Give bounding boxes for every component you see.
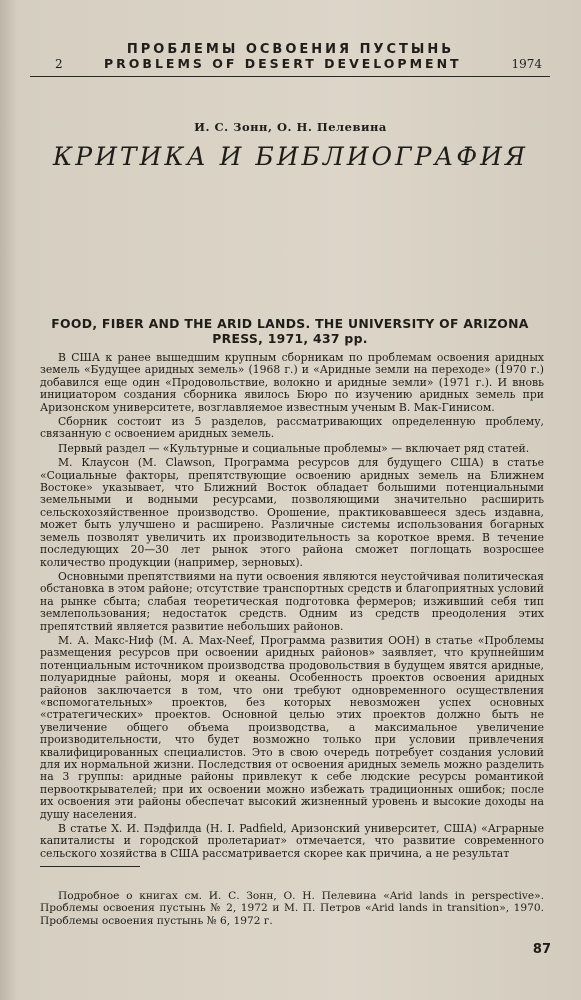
paragraph: Первый раздел — «Культурные и социальные проблемы» — включает ряд статей. <box>58 441 530 455</box>
footnote-rule <box>40 866 140 867</box>
journal-title-en: PROBLEMS OF DESERT DEVELOPMENT <box>104 56 462 71</box>
issue-number: 2 <box>55 57 63 71</box>
journal-title-ru: ПРОБЛЕМЫ ОСВОЕНИЯ ПУСТЫНЬ <box>126 42 455 57</box>
section-title: КРИТИКА И БИБЛИОГРАФИЯ <box>52 142 529 171</box>
paragraph: В США к ранее вышедшим крупным сборникам по проблемам освоения аридных земель «Будущее аридных земель» (1968 г.) и «Аридные земли на переходе» (1970 г.) добавился еще один «Продовольствие, волокно и аридные земли» (1971 г.). И вновь инициатором создания сборника явилось Бюро по изучению аридных земель при Аризонском университете, возглавляемое известным ученым В. Мак-Гинисом. <box>40 351 544 414</box>
footnote-text: Подробное о книгах см. И. С. Зонн, О. Н. Пелевина «Arid lands in perspective». Проблемы освоения пустынь № 2, 1972 и М. П. Петров «Arid lands in transition», 1970. Проблемы освоения пустынь № 6, 1972 г. <box>40 890 544 927</box>
page-folio: 87 <box>532 942 551 957</box>
running-header <box>30 56 550 74</box>
article-body <box>40 352 544 862</box>
paragraph: В статье Х. И. Пэдфилда (H. I. Padfield, Аризонский университет, США) «Аграрные капиталисты и городской пролетариат» отмечается, что развитие современного сельского хозяйства в США рассматривается скорее как причина, а не результат <box>40 822 544 860</box>
header-rule <box>30 76 550 77</box>
paragraph: М. Клаусон (M. Clawson, Программа ресурсов для будущего США) в статье «Социальные факторы, препятствующие освоению аридных земель на Ближнем Востоке» указывает, что Ближний Восток обладает большими потенциальными земельными и водными ресурсами, позволяющими значительно расширить сельскохозяйственное производство. Орошение, практиковавшееся здесь издавна, может быть улучшено и расширено. Различные системы использования богарных земель позволят увеличить их производительность за короткое время. В течение последующих 20—30 лет рынок этого района сможет поглощать возросшее количество продукции (например, зерновых). <box>40 456 544 569</box>
article-authors: И. С. Зонн, О. Н. Пелевина <box>194 120 387 134</box>
paragraph: М. А. Макс-Ниф (M. A. Max-Neef, Программа развития ООН) в статье «Проблемы размещения ресурсов при освоении аридных районов» заявляет, что крупнейшим потенциальным источником производства продовольствия в будущем явятся аридные, полуаридные районы, моря и океаны. Особенность проектов освоения аридных районов заключается в том, что они требуют одновременного осуществления «вспомогательных» проектов, без которых невозможен успех основных «стратегических» проектов. Основной целью этих проектов должно быть не увеличение общего объема производства, а максимальное увеличение производительности, что будет возможно только при условии привлечения квалифицированных специалистов. Это в свою очередь потребует создания условий для их нормальной жизни. Последствия от освоения аридных земель можно разделить на 3 группы: аридные районы привлекут к себе людские ресурсы романтикой первооткрывателей; при их освоении можно избежать традиционных ошибок; после их освоения эти районы обеспечат высокий жизненный уровень и высокие доходы на душу населения. <box>40 633 544 821</box>
reviewed-book-title: FOOD, FIBER AND THE ARID LANDS. THE UNIVERSITY OF ARIZONA PRESS, 1971, 437 pp. <box>51 316 529 346</box>
journal-year: 1974 <box>511 57 542 71</box>
footnote <box>40 890 544 927</box>
paragraph: Сборник состоит из 5 разделов, рассматривающих определенную проблему, связанную с освоением аридных земель. <box>40 415 544 441</box>
paragraph: Основными препятствиями на пути освоения являются неустойчивая политическая обстановка в этом районе; отсутствие транспортных средств и благоприятных условий на рынке сбыта; слабая теоретическая подготовка фермеров; изживший себя тип землепользования; недостаток средств. Одним из средств преодоления этих препятствий является развитие небольших районов. <box>40 569 544 633</box>
